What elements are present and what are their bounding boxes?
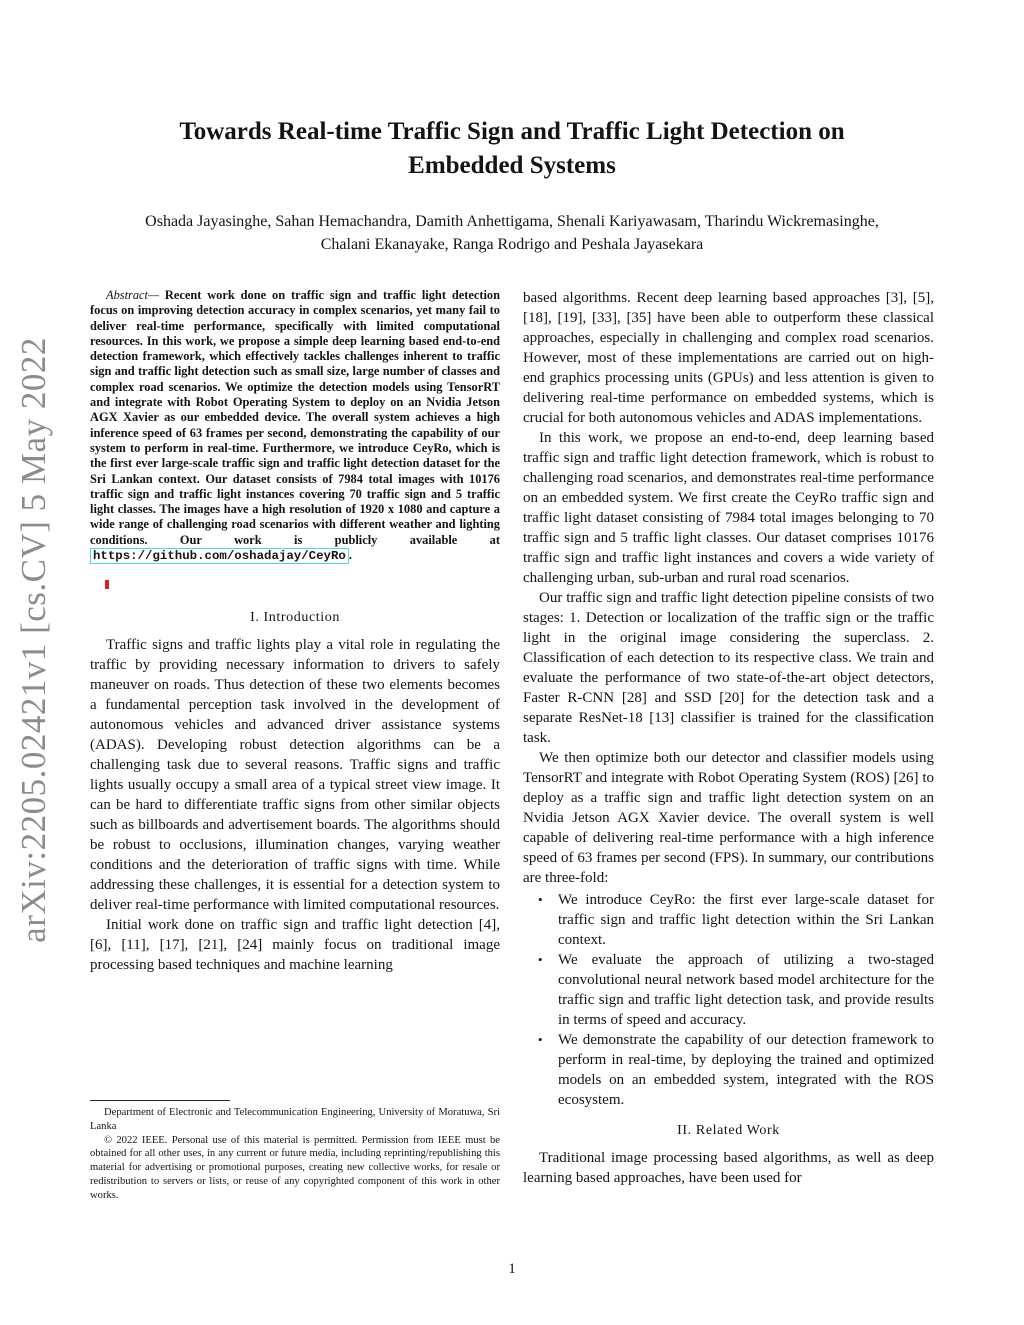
section-heading-related-work: II. Related Work (677, 1123, 780, 1138)
list-item (523, 890, 934, 950)
abstract-end: . (348, 548, 352, 563)
abstract (90, 288, 500, 564)
bullet-icon: • (538, 952, 543, 967)
abstract-text: Recent work done on traffic sign and traffic light detection focus on improving detection accuracy in complex scenarios, yet many fail to deliver real-time performance, specifically with limited computational resources. In this work, we propose a simple deep learning based end-to-end detection framework, which effectively tackles challenges inherent to traffic sign and traffic light detection such as small size, large number of classes and complex road scenarios. We optimize the detection models using TensorRT and integrate with Robot Operating System to deploy on an Nvidia Jetson AGX Xavier as our embedded device. The overall system achieves a high inference speed of 63 frames per second, demonstrating the capability of our system to perform in real-time. Furthermore, we introduce CeyRo, which is the first ever large-scale traffic sign and traffic light detection dataset for the Sri Lankan context. Our dataset consists of 7984 total images with 10176 traffic sign and traffic light instances covering 70 traffic sign and 5 traffic light classes. The images have a high resolution of 1920 x 1080 and capture a wide range of challenging road scenarios with different weather and lighting conditions. Our work is publicly available at (90, 288, 500, 547)
arxiv-identifier: arXiv:2205.02421v1 [cs.CV] 5 May 2022 (14, 337, 53, 943)
arxiv-stamp (4, 337, 64, 943)
bullet-icon: • (538, 1032, 543, 1047)
paper-title: Towards Real-time Traffic Sign and Traffic Light Detection on Embedded Systems (179, 118, 845, 179)
intro-paragraph: Traffic signs and traffic lights play a vital role in regulating the traffic by providing necessary information to drivers to safely maneuver on roads. Thus detection of these two elements becomes a fundamental perception task involved in the development of autonomous vehicles and advanced driver assistance systems (ADAS). Developing robust detection algorithms can be a challenging task due to several reasons. Traffic signs and traffic lights usually occupy a small area of a typical street view image. It can be hard to differentiate traffic signs from other similar objects such as billboards and advertisement boards. The algorithms should be robust to occlusions, illumination changes, varying weather conditions and the deterioration of traffic signs with time. While addressing these challenges, it is essential for a detection system to deliver real-time performance with limited computational resources. (90, 637, 500, 914)
copyright-footnote: © 2022 IEEE. Personal use of this material is permitted. Permission from IEEE must be obtained for all other uses, in any current or future media, including reprinting/republishing this material for advertising or promotional purposes, creating new collective works, for resale or redistribution to servers or lists, or reuse of any copyrighted component of this work in other works. (90, 1134, 500, 1201)
affiliation-footnote: Department of Electronic and Telecommunication Engineering, University of Moratuwa, Sri Lanka (90, 1107, 500, 1132)
contributions-list (523, 890, 934, 1110)
right-column (523, 288, 934, 1188)
contribution-text: We demonstrate the capability of our detection framework to perform in real-time, by deploying the trained and optimized models on an embedded system, integrated with the ROS ecosystem. (558, 1032, 934, 1108)
list-item (523, 1030, 934, 1110)
contribution-text: We introduce CeyRo: the first ever large-scale dataset for traffic sign and traffic light detection within the Sri Lankan context. (558, 892, 934, 948)
left-column (90, 288, 500, 975)
intro-paragraph: In this work, we propose an end-to-end, deep learning based traffic sign and traffic light detection framework, which is robust to challenging road scenarios, and demonstrates real-time performance on an embedded system. We first create the CeyRo traffic sign and traffic light dataset consisting of 7984 total images belonging to 70 traffic sign and 5 traffic light classes. Our dataset comprises 10176 traffic sign and traffic light instances and covers a wide variety of challenging urban, sub-urban and rural road scenarios. (523, 430, 934, 586)
footnotes (90, 1106, 500, 1203)
section-heading-introduction: I. Introduction (250, 610, 340, 626)
related-work-paragraph: Traditional image processing based algorithms, as well as deep learning based approaches, have been used for (523, 1150, 934, 1186)
intro-paragraph: Initial work done on traffic sign and traffic light detection [4], [6], [11], [17], [21], [24] mainly focus on traditional image processing based techniques and machine learning (90, 917, 500, 974)
abstract-label: Abstract— (106, 288, 160, 302)
red-marker (105, 580, 109, 589)
intro-paragraph: Our traffic sign and traffic light detection pipeline consists of two stages: 1. Detection or localization of the traffic sign or the traffic light in the original image considering the superclass. 2. Classification of each detection to its respective class. We train and evaluate the performance of two state-of-the-art object detectors, Faster R-CNN [28] and SSD [20] for the detection task and a separate ResNet-18 [13] classifier is trained for the classification task. (523, 590, 934, 746)
intro-paragraph: based algorithms. Recent deep learning based approaches [3], [5], [18], [19], [33], [35] have been able to outperform these classical approaches, especially in challenging and complex road scenarios. However, most of these implementations are carried out on high-end graphics processing units (GPUs) and less attention is given to delivering real-time performance on embedded systems, which is crucial for both autonomous vehicles and ADAS implementations. (523, 290, 934, 426)
repository-link[interactable]: https://github.com/oshadajay/CeyRo (90, 548, 349, 564)
contribution-text: We evaluate the approach of utilizing a two-staged convolutional neural network based model architecture for the traffic sign and traffic light detection task, and provide results in terms of speed and accuracy. (558, 952, 934, 1028)
footnote-divider (90, 1100, 230, 1101)
author-list: Oshada Jayasinghe, Sahan Hemachandra, Damith Anhettigama, Shenali Kariyawasam, Tharindu Wickremasinghe, Chalani Ekanayake, Ranga Rodrigo and Peshala Jayasekara (145, 213, 879, 253)
page-number: 1 (508, 1261, 516, 1277)
bullet-icon: • (538, 892, 543, 907)
intro-paragraph: We then optimize both our detector and classifier models using TensorRT and integrate with Robot Operating System (ROS) [26] to deploy as a traffic sign and traffic light detection system on an Nvidia Jetson AGX Xavier device. The overall system is well capable of delivering real-time performance with a high inference speed of 63 frames per second (FPS). In summary, our contributions are three-fold: (523, 750, 934, 886)
list-item (523, 950, 934, 1030)
